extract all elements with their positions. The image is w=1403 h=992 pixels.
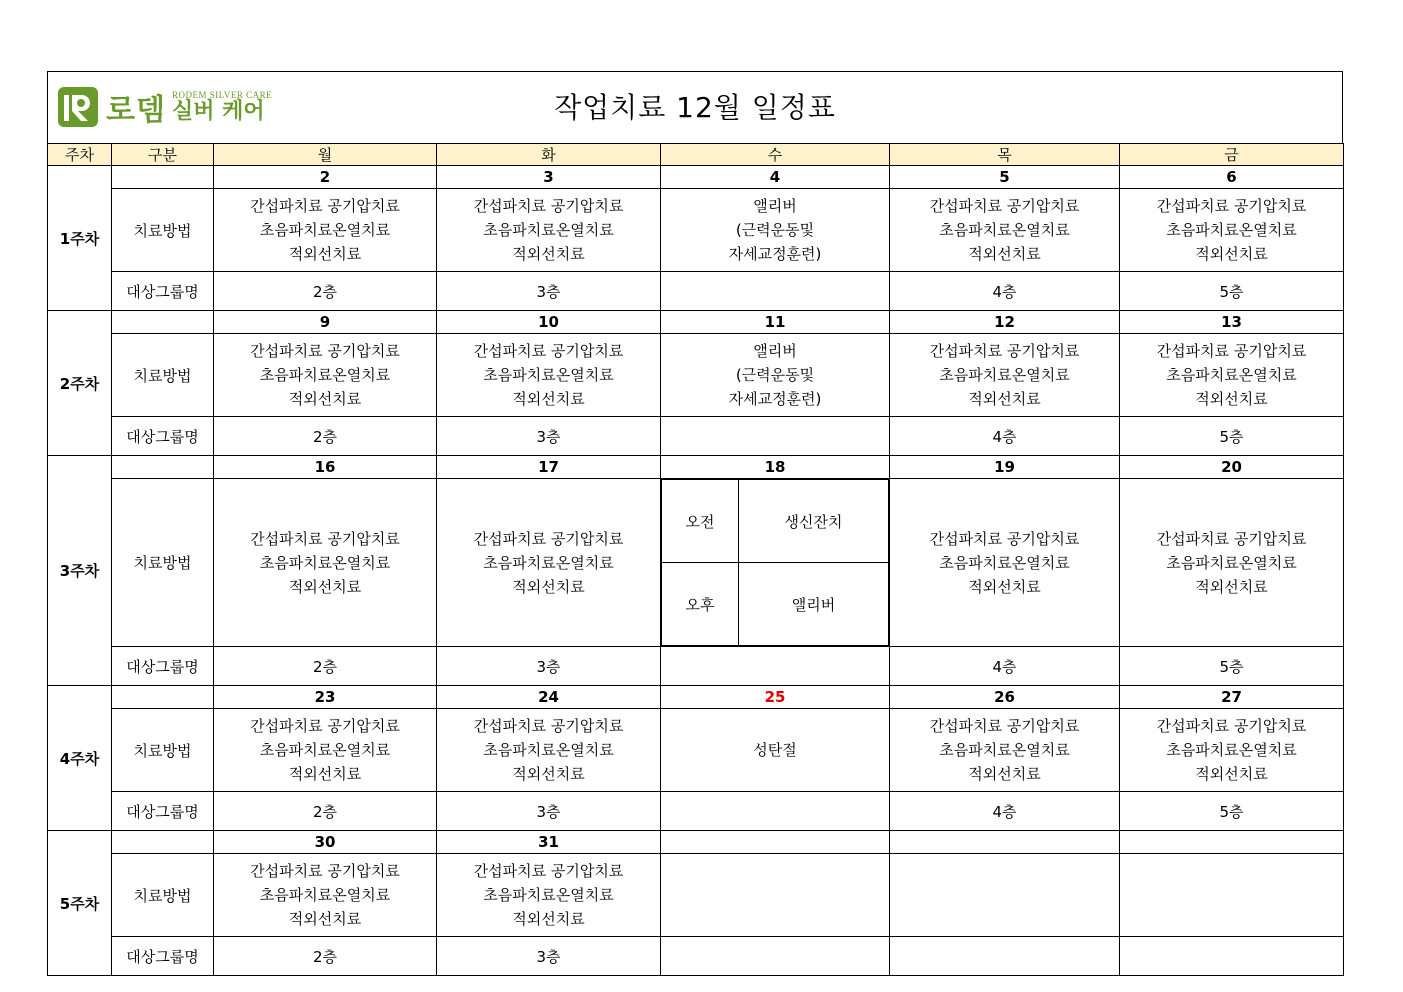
method-line: (근력운동및 xyxy=(735,221,815,239)
method-line: 초음파치료온열치료 xyxy=(939,221,1070,239)
sheet-header xyxy=(47,71,1343,143)
col-header-thu: 목 xyxy=(890,144,1120,166)
am-pm-split xyxy=(661,479,889,646)
method-line: 적외선치료 xyxy=(968,245,1041,263)
method-line: 성탄절 xyxy=(753,741,797,759)
method-row xyxy=(48,854,1344,937)
method-cell xyxy=(214,854,437,937)
method-line: 간섭파치료 공기압치료 xyxy=(250,862,400,880)
date-cell: 16 xyxy=(214,456,437,479)
method-line: 적외선치료 xyxy=(512,245,585,263)
date-cell: 30 xyxy=(214,831,437,854)
method-line: 적외선치료 xyxy=(512,577,585,596)
method-cell xyxy=(661,334,890,417)
method-line: 적외선치료 xyxy=(512,765,585,783)
date-cell: 25 xyxy=(661,686,890,709)
date-cell: 26 xyxy=(890,686,1120,709)
target-cell: 4층 xyxy=(890,417,1120,456)
date-cell: 9 xyxy=(214,311,437,334)
method-cell xyxy=(214,709,437,792)
date-cell: 24 xyxy=(437,686,661,709)
method-line: 적외선치료 xyxy=(288,577,362,596)
method-line: 초음파치료온열치료 xyxy=(259,886,391,904)
method-line: 앨리버 xyxy=(753,342,797,360)
method-row xyxy=(48,189,1344,272)
target-row xyxy=(48,417,1344,456)
date-row xyxy=(48,311,1344,334)
target-cell xyxy=(661,937,890,976)
target-cell: 3층 xyxy=(437,417,661,456)
method-label: 치료방법 xyxy=(112,709,214,792)
method-line: 간섭파치료 공기압치료 xyxy=(473,862,624,880)
logo-text-main: 로뎀 xyxy=(106,93,166,128)
method-cell xyxy=(437,189,661,272)
method-line: 적외선치료 xyxy=(288,910,362,928)
method-line: 초음파치료온열치료 xyxy=(259,221,391,239)
method-line: 적외선치료 xyxy=(1195,390,1268,408)
header-row xyxy=(48,144,1344,166)
target-cell xyxy=(661,272,890,311)
method-label: 치료방법 xyxy=(112,334,214,417)
date-cell: 23 xyxy=(214,686,437,709)
date-cell: 11 xyxy=(661,311,890,334)
schedule-sheet xyxy=(47,71,1343,976)
method-line: 초음파치료온열치료 xyxy=(939,366,1070,384)
method-line: 적외선치료 xyxy=(288,765,362,783)
target-cell: 3층 xyxy=(437,272,661,311)
method-line: 간섭파치료 공기압치료 xyxy=(473,529,624,548)
date-row xyxy=(48,831,1344,854)
method-line: 간섭파치료 공기압치료 xyxy=(1156,197,1307,215)
target-cell: 5층 xyxy=(1120,647,1344,686)
week-label: 4주차 xyxy=(48,686,112,831)
target-cell: 3층 xyxy=(437,647,661,686)
category-blank xyxy=(112,311,214,334)
date-cell: 20 xyxy=(1120,456,1344,479)
method-cell xyxy=(661,189,890,272)
week-label: 2주차 xyxy=(48,311,112,456)
method-line: 간섭파치료 공기압치료 xyxy=(929,529,1080,548)
col-header-week: 주차 xyxy=(48,144,112,166)
pm-label: 오후 xyxy=(662,563,739,646)
col-header-mon: 월 xyxy=(214,144,437,166)
method-cell xyxy=(437,334,661,417)
method-line: 초음파치료온열치료 xyxy=(483,553,614,572)
method-line: 적외선치료 xyxy=(1195,577,1268,596)
target-row xyxy=(48,272,1344,311)
target-cell xyxy=(890,937,1120,976)
method-line: 적외선치료 xyxy=(512,910,585,928)
method-label: 치료방법 xyxy=(112,189,214,272)
method-cell xyxy=(437,479,661,647)
target-row xyxy=(48,792,1344,831)
target-cell xyxy=(661,647,890,686)
method-cell xyxy=(437,854,661,937)
target-label: 대상그룹명 xyxy=(112,792,214,831)
col-header-tue: 화 xyxy=(437,144,661,166)
method-line: 초음파치료온열치료 xyxy=(1166,741,1297,759)
target-cell xyxy=(661,792,890,831)
target-cell: 5층 xyxy=(1120,417,1344,456)
target-label: 대상그룹명 xyxy=(112,937,214,976)
method-line: 적외선치료 xyxy=(288,390,362,408)
method-line: 적외선치료 xyxy=(968,765,1041,783)
method-line: 초음파치료온열치료 xyxy=(483,886,614,904)
date-cell xyxy=(1120,831,1344,854)
method-cell xyxy=(1120,479,1344,647)
date-cell: 31 xyxy=(437,831,661,854)
logo-text-korean: 실버 케어 xyxy=(171,99,265,124)
method-line: 간섭파치료 공기압치료 xyxy=(1156,529,1307,548)
method-line: (근력운동및 xyxy=(735,366,815,384)
method-line: 초음파치료온열치료 xyxy=(483,366,614,384)
pm-value: 앨리버 xyxy=(739,563,889,646)
date-cell xyxy=(661,831,890,854)
method-cell xyxy=(1120,189,1344,272)
schedule-table xyxy=(47,143,1344,976)
date-cell: 27 xyxy=(1120,686,1344,709)
date-row xyxy=(48,456,1344,479)
method-row xyxy=(48,709,1344,792)
target-cell: 2층 xyxy=(214,272,437,311)
target-label: 대상그룹명 xyxy=(112,417,214,456)
method-line: 간섭파치료 공기압치료 xyxy=(473,342,624,360)
method-line: 초음파치료온열치료 xyxy=(259,741,391,759)
week-label: 1주차 xyxy=(48,166,112,311)
method-line: 간섭파치료 공기압치료 xyxy=(250,529,400,548)
category-blank xyxy=(112,831,214,854)
target-row xyxy=(48,937,1344,976)
method-line: 초음파치료온열치료 xyxy=(939,553,1070,572)
method-line: 간섭파치료 공기압치료 xyxy=(929,342,1080,360)
page-title: 작업치료 12월 일정표 xyxy=(554,91,836,124)
week-label: 5주차 xyxy=(48,831,112,976)
target-cell: 4층 xyxy=(890,272,1120,311)
method-line: 자세교정훈련) xyxy=(728,245,822,263)
method-line: 간섭파치료 공기압치료 xyxy=(929,717,1080,735)
method-cell xyxy=(1120,334,1344,417)
method-line: 초음파치료온열치료 xyxy=(1166,366,1297,384)
method-line: 앨리버 xyxy=(753,197,797,215)
method-row xyxy=(48,334,1344,417)
method-line: 초음파치료온열치료 xyxy=(1166,221,1297,239)
target-label: 대상그룹명 xyxy=(112,272,214,311)
target-label: 대상그룹명 xyxy=(112,647,214,686)
category-blank xyxy=(112,166,214,189)
method-line: 초음파치료온열치료 xyxy=(483,741,614,759)
target-cell: 4층 xyxy=(890,647,1120,686)
date-cell: 6 xyxy=(1120,166,1344,189)
method-label: 치료방법 xyxy=(112,479,214,647)
am-value: 생신잔치 xyxy=(739,480,889,563)
date-cell: 4 xyxy=(661,166,890,189)
target-cell xyxy=(1120,937,1344,976)
method-line: 초음파치료온열치료 xyxy=(939,741,1070,759)
date-cell: 10 xyxy=(437,311,661,334)
date-cell: 12 xyxy=(890,311,1120,334)
method-cell xyxy=(890,334,1120,417)
method-line: 간섭파치료 공기압치료 xyxy=(473,717,624,735)
method-line: 간섭파치료 공기압치료 xyxy=(250,717,400,735)
method-cell xyxy=(890,854,1120,937)
col-header-category: 구분 xyxy=(112,144,214,166)
category-blank xyxy=(112,686,214,709)
method-line: 자세교정훈련) xyxy=(728,390,822,408)
method-cell xyxy=(214,334,437,417)
method-line: 적외선치료 xyxy=(968,390,1041,408)
target-cell: 5층 xyxy=(1120,792,1344,831)
method-row xyxy=(48,479,1344,647)
method-line: 적외선치료 xyxy=(512,390,585,408)
method-cell xyxy=(214,189,437,272)
am-label: 오전 xyxy=(662,480,739,563)
target-cell: 2층 xyxy=(214,417,437,456)
method-cell xyxy=(890,709,1120,792)
method-line: 적외선치료 xyxy=(288,245,362,263)
date-cell: 13 xyxy=(1120,311,1344,334)
date-cell: 5 xyxy=(890,166,1120,189)
target-cell: 4층 xyxy=(890,792,1120,831)
logo-text-english: RODEM SILVER CARE xyxy=(171,90,273,100)
method-line: 적외선치료 xyxy=(968,577,1041,596)
method-line: 적외선치료 xyxy=(1195,765,1268,783)
col-header-fri: 금 xyxy=(1120,144,1344,166)
target-row xyxy=(48,647,1344,686)
target-cell xyxy=(661,417,890,456)
method-cell xyxy=(214,479,437,647)
method-cell xyxy=(437,709,661,792)
method-line: 초음파치료온열치료 xyxy=(259,553,391,572)
target-cell: 2층 xyxy=(214,647,437,686)
date-cell xyxy=(890,831,1120,854)
target-cell: 3층 xyxy=(437,937,661,976)
method-line: 간섭파치료 공기압치료 xyxy=(1156,717,1307,735)
method-cell xyxy=(890,189,1120,272)
method-line: 초음파치료온열치료 xyxy=(1166,553,1297,572)
method-line: 간섭파치료 공기압치료 xyxy=(929,197,1080,215)
date-cell: 3 xyxy=(437,166,661,189)
method-cell xyxy=(1120,854,1344,937)
method-label: 치료방법 xyxy=(112,854,214,937)
method-line: 간섭파치료 공기압치료 xyxy=(250,342,400,360)
method-line: 적외선치료 xyxy=(1195,245,1268,263)
method-line: 간섭파치료 공기압치료 xyxy=(250,197,400,215)
date-row xyxy=(48,166,1344,189)
target-cell: 2층 xyxy=(214,937,437,976)
method-cell xyxy=(661,479,890,647)
col-header-wed: 수 xyxy=(661,144,890,166)
date-cell: 2 xyxy=(214,166,437,189)
method-cell xyxy=(661,709,890,792)
target-cell: 2층 xyxy=(214,792,437,831)
method-cell xyxy=(1120,709,1344,792)
method-cell xyxy=(890,479,1120,647)
method-line: 초음파치료온열치료 xyxy=(259,366,391,384)
method-line: 초음파치료온열치료 xyxy=(483,221,614,239)
target-cell: 5층 xyxy=(1120,272,1344,311)
date-cell: 18 xyxy=(661,456,890,479)
method-line: 간섭파치료 공기압치료 xyxy=(1156,342,1307,360)
date-cell: 17 xyxy=(437,456,661,479)
week-label: 3주차 xyxy=(48,456,112,686)
target-cell: 3층 xyxy=(437,792,661,831)
date-cell: 19 xyxy=(890,456,1120,479)
method-line: 간섭파치료 공기압치료 xyxy=(473,197,624,215)
category-blank xyxy=(112,456,214,479)
method-cell xyxy=(661,854,890,937)
date-row xyxy=(48,686,1344,709)
